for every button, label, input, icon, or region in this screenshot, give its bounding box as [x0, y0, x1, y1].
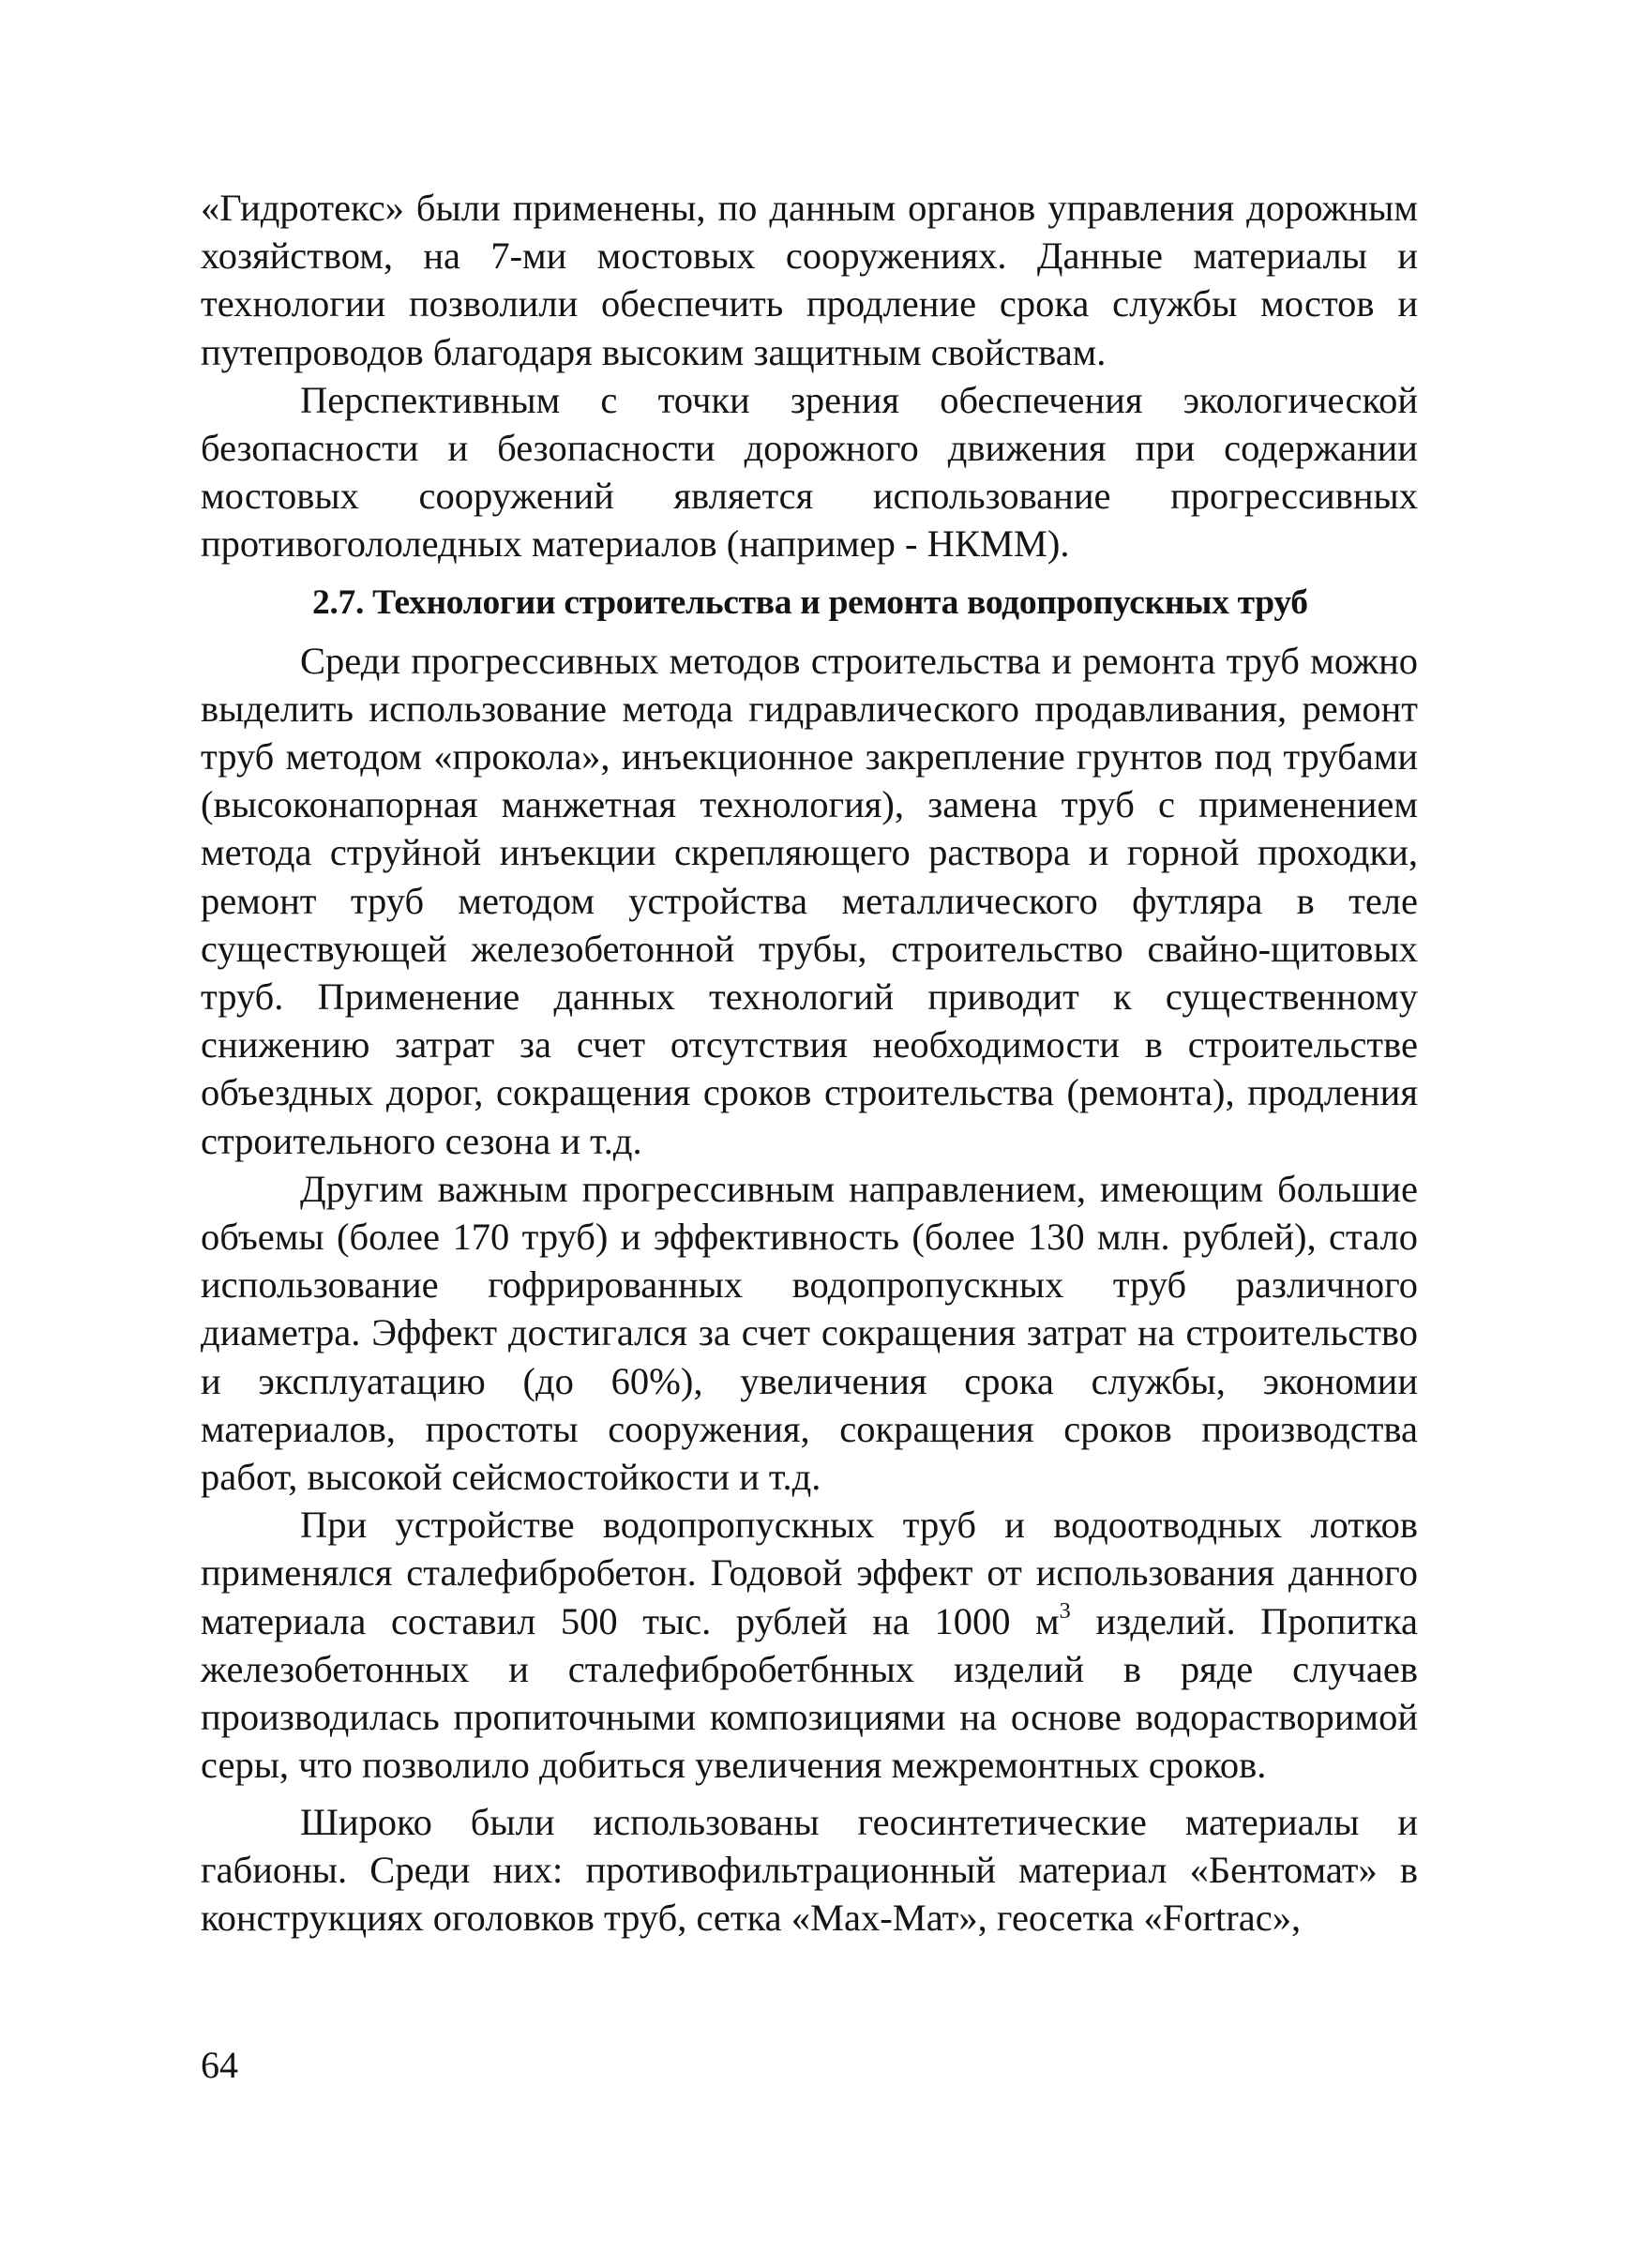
paragraph-gidroteks: «Гидротекс» были применены, по данным органов управления дорожным хозяйством, на 7-ми мостовых сооружениях. Данные материалы и технологии позволили обеспечить продление срока службы мостов и путепроводов благодаря высоким защитным свойствам.	[201, 187, 1418, 373]
page-number: 64	[201, 2044, 238, 2086]
fiber-text-before: При устройстве водопропускных труб и водоотводных лотков применялся сталефибробетон. Годовой эффект от использования данного материала составил 500 тыс. рублей на 1000 м	[201, 1504, 1418, 1642]
paragraph-geosynthetics: Широко были использованы геосинтетические материалы и габионы. Среди них: противофильтрационный материал «Бентомат» в конструкциях оголовков труб, сетка «Мах-Мат», геосетка «Fortrac»,	[201, 1800, 1418, 1939]
page-body	[201, 184, 1418, 1942]
paragraph-steel-fiber-concrete	[201, 1501, 1418, 1789]
paragraph-anti-ice-materials: Перспективным с точки зрения обеспечения экологической безопасности и безопасности дорожного движения при содержании мостовых сооружений является использование прогрессивных противогололедных материалов (например - НКММ).	[201, 378, 1418, 566]
fiber-text-after: изделий. Пропитка железобетонных и сталефибробетбнных изделий в ряде случаев производилась пропиточными композициями на основе водорастворимой серы, что позволило добиться увеличения межремонтных сроков.	[201, 1599, 1418, 1787]
section-heading: 2.7. Технологии строительства и ремонта водопропускных труб	[312, 582, 1308, 622]
fiber-superscript: 3	[1059, 1597, 1071, 1624]
paragraph-pipe-methods: Среди прогрессивных методов строительства и ремонта труб можно выделить использование метода гидравлического продавливания, ремонт труб методом «прокола», инъекционное закрепление грунтов под трубами (высоконапорная манжетная технология), замена труб с применением метода струйной инъекции скрепляющего раствора и горной проходки, ремонт труб методом устройства металлического футляра в теле существующей железобетонной трубы, строительство свайно-щитовых труб. Применение данных технологий приводит к существенному снижению затрат за счет отсутствия необходимости в строительстве объездных дорог, сокращения сроков строительства (ремонта), продления строительного сезона и т.д.	[201, 639, 1418, 1162]
paragraph-corrugated-pipes: Другим важным прогрессивным направлением, имеющим большие объемы (более 170 труб) и эффективность (более 130 млн. рублей), стало использование гофрированных водопропускных труб различного диаметра. Эффект достигался за счет сокращения затрат на строительство и эксплуатацию (до 60%), увеличения срока службы, экономии материалов, простоты сооружения, сокращения сроков производства работ, высокой сейсмостойкости и т.д.	[201, 1167, 1418, 1499]
